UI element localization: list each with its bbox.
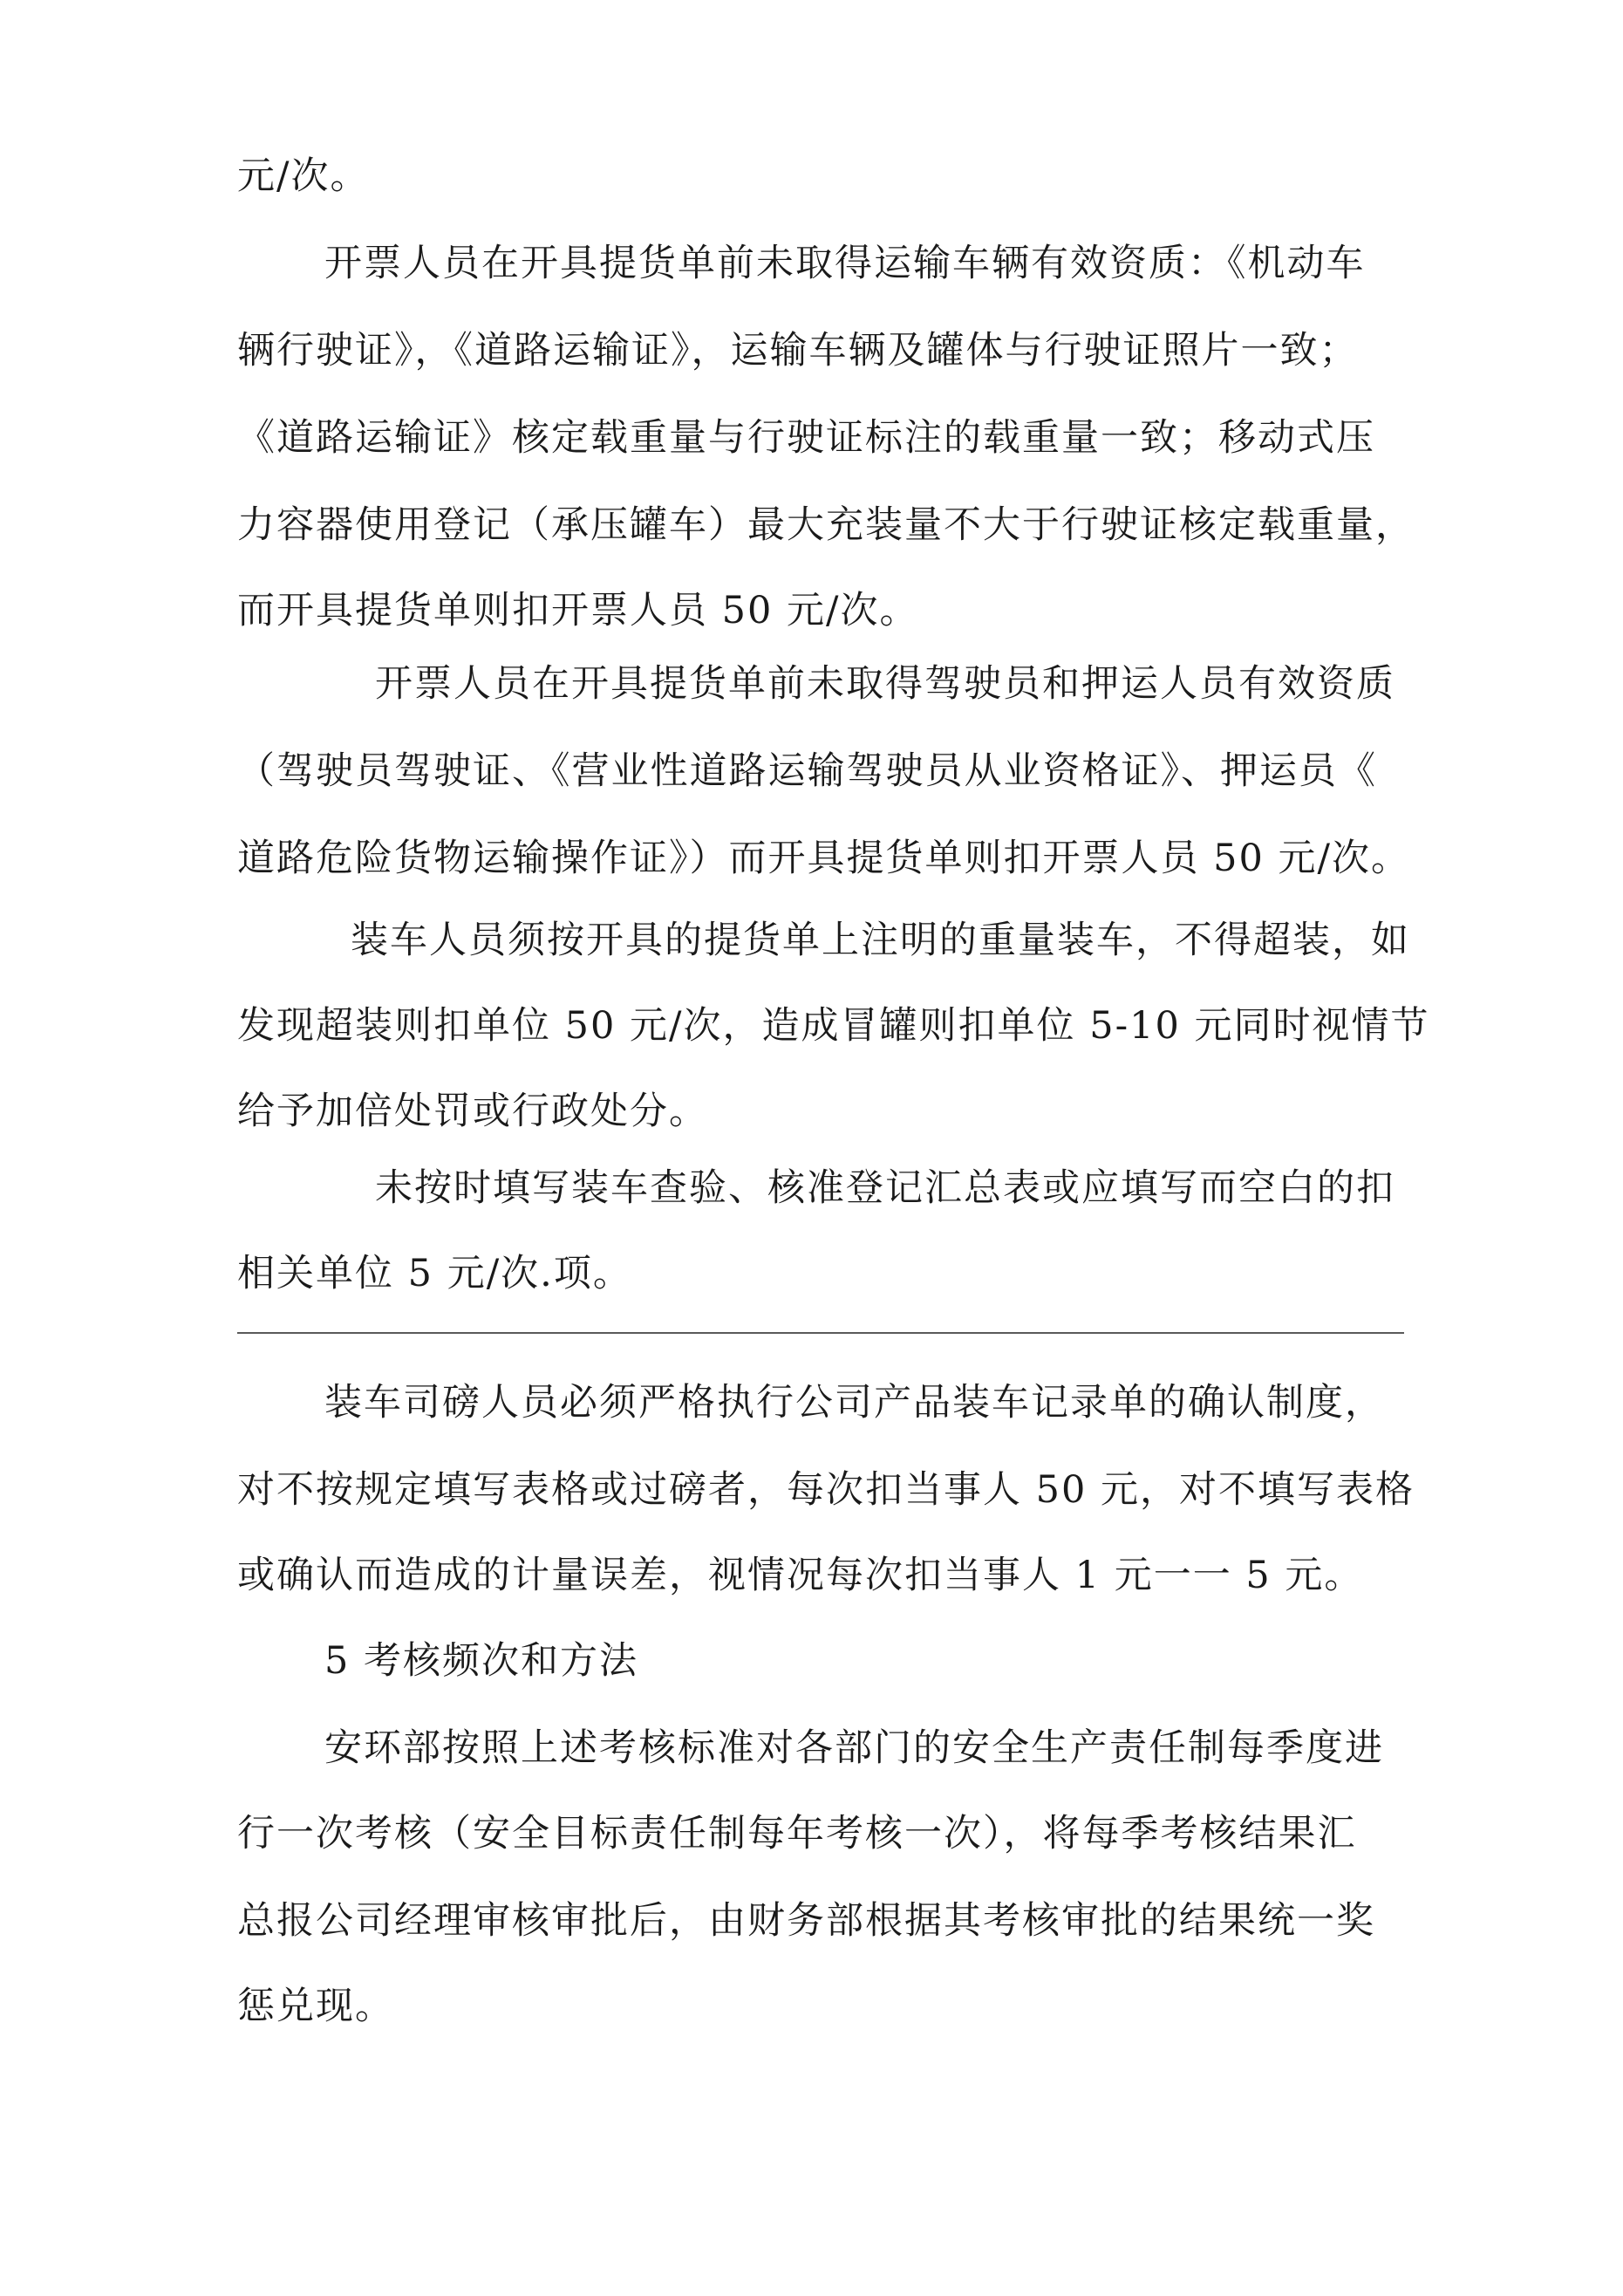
text-line: （驾驶员驾驶证、《营业性道路运输驾驶员从业资格证》、押运员《 bbox=[237, 749, 1377, 793]
text-line: 力容器使用登记（承压罐车）最大充装量不大于行驶证核定载重量， bbox=[237, 503, 1415, 547]
text-line: 发现超装则扣单位 50 元/次，造成冒罐则扣单位 5-10 元同时视情节 bbox=[237, 1004, 1430, 1048]
text-line: 元/次。 bbox=[237, 154, 370, 198]
text-line: 总报公司经理审核审批后，由财务部根据其考核审批的结果统一奖 bbox=[237, 1899, 1375, 1943]
text-line: 辆行驶证》，《道路运输证》，运输车辆及罐体与行驶证照片一致； bbox=[237, 329, 1359, 372]
text-line: 或确认而造成的计量误差，视情况每次扣当事人 1 元一一 5 元。 bbox=[237, 1554, 1364, 1597]
text-line: 开票人员在开具提货单前未取得驾驶员和押运人员有效资质 bbox=[375, 662, 1395, 706]
text-line: 对不按规定填写表格或过磅者，每次扣当事人 50 元，对不填写表格 bbox=[237, 1468, 1415, 1512]
text-line: 行一次考核（安全目标责任制每年考核一次），将每季考核结果汇 bbox=[237, 1812, 1357, 1855]
text-line: 道路危险货物运输操作证》）而开具提货单则扣开票人员 50 元/次。 bbox=[237, 837, 1411, 880]
text-line: 装车司磅人员必须严格执行公司产品装车记录单的确认制度， bbox=[324, 1381, 1384, 1425]
text-line: 未按时填写装车查验、核准登记汇总表或应填写而空白的扣 bbox=[375, 1166, 1395, 1210]
section-heading: 5 考核频次和方法 bbox=[324, 1639, 639, 1683]
text-line: 安环部按照上述考核标准对各部门的安全生产责任制每季度进 bbox=[324, 1726, 1384, 1770]
text-line: 相关单位 5 元/次.项。 bbox=[237, 1252, 632, 1295]
text-line: 而开具提货单则扣开票人员 50 元/次。 bbox=[237, 589, 919, 632]
text-line: 给予加倍处罚或行政处分。 bbox=[237, 1090, 708, 1133]
horizontal-divider bbox=[237, 1332, 1404, 1334]
text-line: 装车人员须按开具的提货单上注明的重量装车，不得超装，如 bbox=[351, 919, 1410, 962]
text-line: 《道路运输证》核定载重量与行驶证标注的载重量一致；移动式压 bbox=[237, 416, 1375, 460]
text-line: 惩兑现。 bbox=[237, 1985, 394, 2028]
text-line: 开票人员在开具提货单前未取得运输车辆有效资质：《机动车 bbox=[324, 242, 1366, 285]
